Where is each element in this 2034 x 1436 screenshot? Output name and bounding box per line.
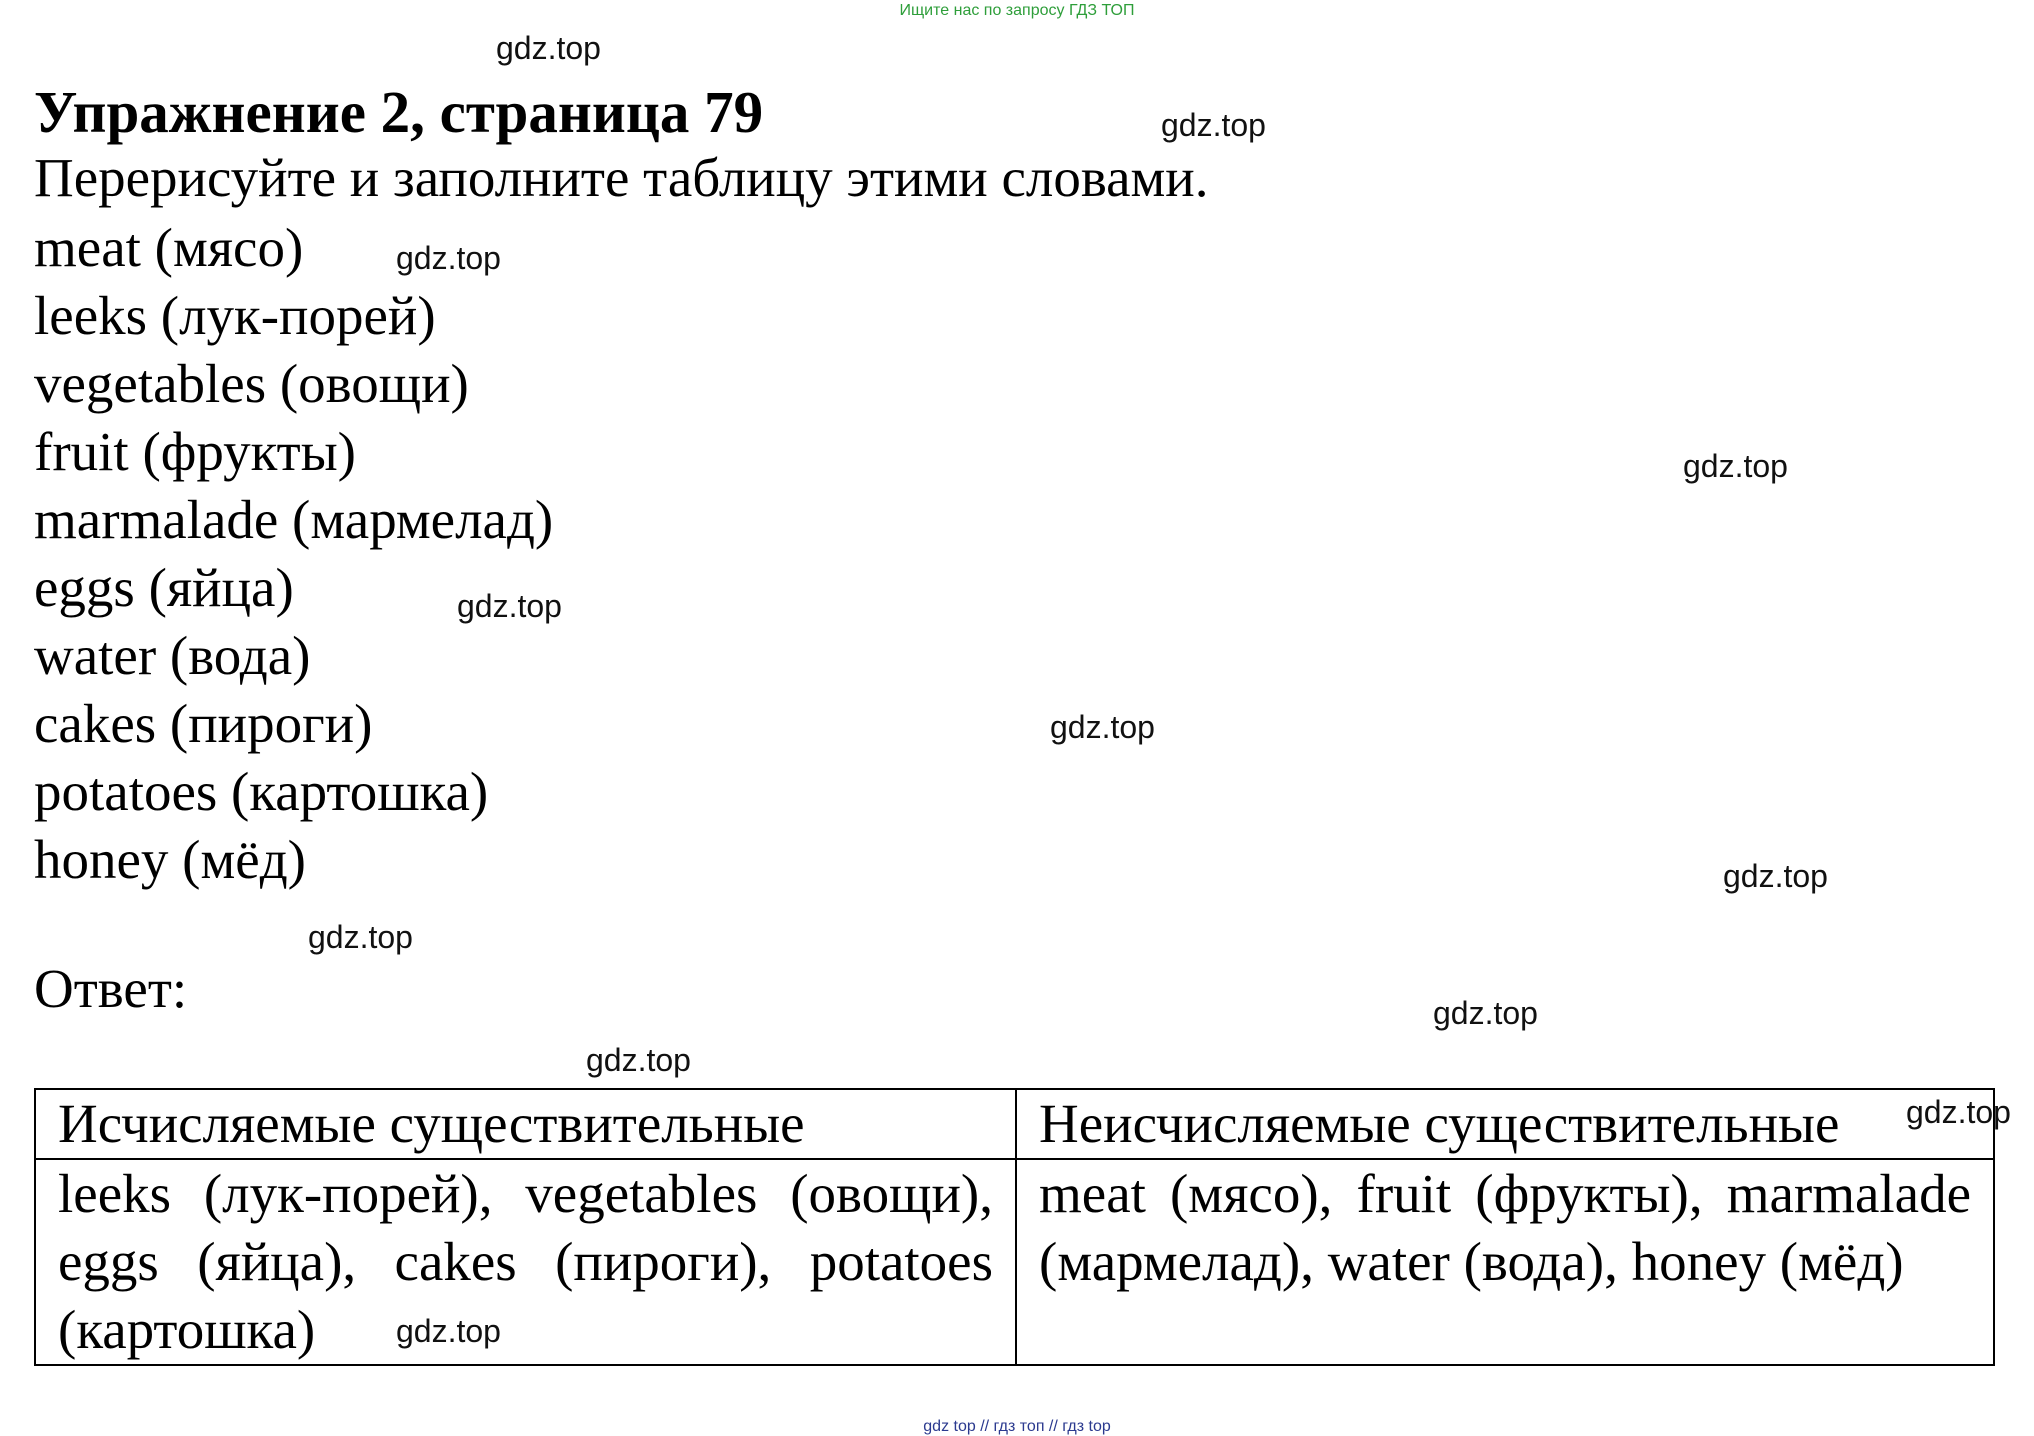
header-uncountable: Неисчисляемые существительные — [1016, 1089, 1994, 1159]
top-banner: Ищите нас по запросу ГДЗ ТОП — [899, 2, 1135, 19]
watermark: gdz.top — [1161, 107, 1266, 143]
watermark: gdz.top — [496, 30, 601, 66]
word-item: cakes (пироги) — [34, 693, 373, 754]
bottom-banner: gdz top // гдз топ // гдз top — [923, 1418, 1111, 1435]
header-countable: Исчисляемые существительные — [35, 1089, 1016, 1159]
word-item: marmalade (мармелад) — [34, 489, 554, 550]
watermark: gdz.top — [308, 919, 413, 955]
watermark: gdz.top — [396, 1313, 501, 1349]
word-item: potatoes (картошка) — [34, 761, 489, 822]
page-title: Упражнение 2, страница 79 — [34, 79, 764, 145]
word-item: leeks (лук-порей) — [34, 285, 436, 346]
word-item: water (вода) — [34, 625, 311, 686]
answer-label: Ответ: — [34, 958, 188, 1019]
word-item: eggs (яйца) — [34, 557, 294, 618]
cell-countable: leeks (лук-порей), vegetables (овощи), eggs (яйца), cakes (пироги), potatoes (картошка) — [35, 1159, 1016, 1365]
instruction-text: Перерисуйте и заполните таблицу этими словами. — [34, 147, 1209, 208]
word-list — [34, 214, 553, 894]
watermark: gdz.top — [1050, 709, 1155, 745]
cell-uncountable: meat (мясо), fruit (фрукты), marmalade (мармелад), water (вода), honey (мёд) — [1016, 1159, 1994, 1365]
table-header-row — [35, 1089, 1994, 1159]
watermark: gdz.top — [1433, 995, 1538, 1031]
word-item: honey (мёд) — [34, 829, 306, 890]
word-item: vegetables (овощи) — [34, 353, 469, 414]
word-item: fruit (фрукты) — [34, 421, 356, 482]
table-row — [35, 1159, 1994, 1365]
word-item: meat (мясо) — [34, 217, 304, 278]
watermark: gdz.top — [1683, 448, 1788, 484]
watermark: gdz.top — [1723, 858, 1828, 894]
watermark: gdz.top — [586, 1042, 691, 1078]
answer-table — [34, 1088, 1995, 1366]
watermark: gdz.top — [457, 588, 562, 624]
watermark: gdz.top — [1906, 1094, 2011, 1130]
watermark: gdz.top — [396, 240, 501, 276]
